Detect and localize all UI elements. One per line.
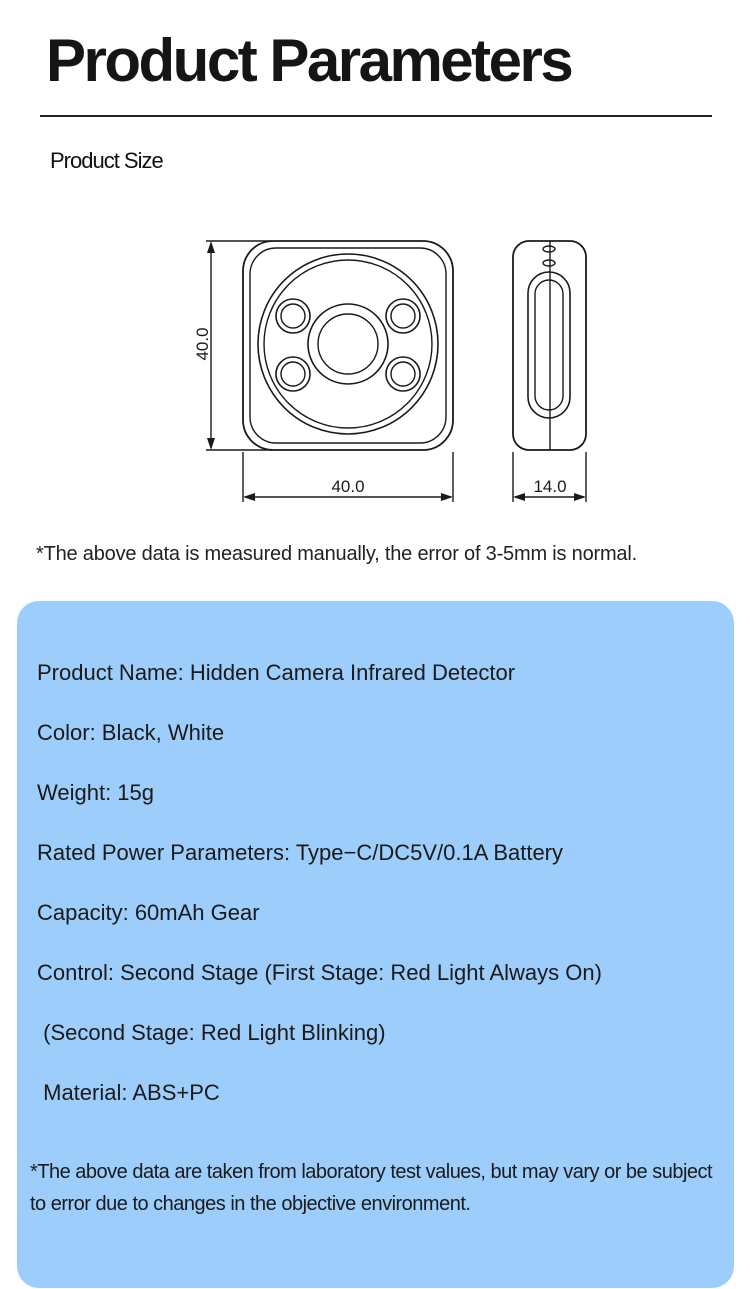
front-view-ring-inner (264, 260, 432, 428)
led-top-right-inner (391, 304, 415, 328)
depth-label: 14.0 (533, 477, 567, 496)
measurement-note: *The above data is measured manually, the error of 3-5mm is normal. (36, 543, 637, 565)
side-view-button-inner (535, 280, 563, 410)
spec-weight: Weight: 15g (37, 780, 155, 805)
width-label: 40.0 (331, 477, 365, 496)
spec-product-name: Product Name: Hidden Camera Infrared Detector (37, 660, 516, 685)
front-view-outline (243, 241, 453, 450)
spec-color: Color: Black, White (37, 720, 225, 745)
depth-arrow-left (513, 493, 525, 501)
width-arrow-right (441, 493, 453, 501)
center-lens-outer (308, 304, 388, 384)
led-top-left-inner (281, 304, 305, 328)
spec-rated-power: Rated Power Parameters: Type−C/DC5V/0.1A Battery (37, 840, 564, 865)
lab-test-note: *The above data are taken from laboratory test values, but may vary or be subject to error due to changes in the objective environment. (30, 1161, 713, 1215)
spec-material: Material: ABS+PC (37, 1080, 220, 1105)
depth-arrow-right (574, 493, 586, 501)
title-divider (40, 115, 712, 117)
led-bottom-left-inner (281, 362, 305, 386)
center-lens-inner (318, 314, 378, 374)
section-subtitle: Product Size (50, 148, 163, 173)
side-view-port-bottom (543, 260, 555, 266)
led-bottom-right-inner (391, 362, 415, 386)
front-view-ring-outer (258, 254, 438, 434)
height-arrow-top (207, 241, 215, 253)
spec-control: Control: Second Stage (First Stage: Red Light Always On) (37, 960, 602, 985)
side-view-port-top (543, 246, 555, 252)
height-label: 40.0 (193, 327, 212, 361)
width-arrow-left (243, 493, 255, 501)
spec-control-second-stage: (Second Stage: Red Light Blinking) (37, 1020, 386, 1045)
front-view-face (250, 248, 446, 443)
height-arrow-bottom (207, 438, 215, 450)
spec-capacity: Capacity: 60mAh Gear (37, 900, 260, 925)
page-title: Product Parameters (46, 27, 572, 94)
specifications-panel (17, 601, 734, 1288)
product-size-diagram (180, 230, 600, 510)
